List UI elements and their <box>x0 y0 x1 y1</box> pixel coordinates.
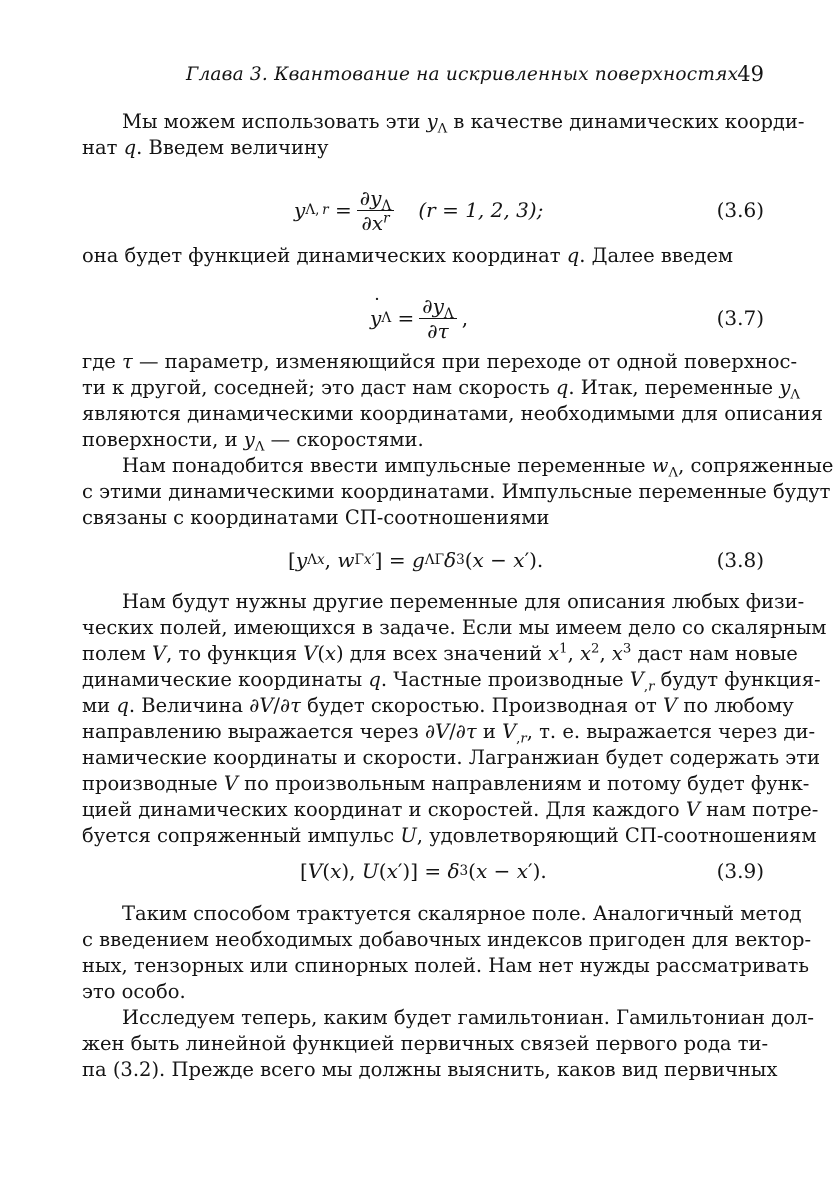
paragraph-line: жен быть линейной функцией первичных связей первого рода ти- <box>82 1032 769 1055</box>
paragraph-line: ческих полей, имеющихся в задаче. Если мы имеем дело со скалярным <box>82 616 827 639</box>
running-title: Глава 3. Квантование на искривленных поверхностях <box>186 64 739 85</box>
paragraph-line: па (3.2). Прежде всего мы должны выяснить, каков вид первичных <box>82 1058 778 1081</box>
paragraph-line: ных, тензорных или спинорных полей. Нам нет нужды рассматривать <box>82 954 809 977</box>
equation-3-6: y Λ, r = $\frac{\partial y_\Lambda}{\partial x^r}$ (r = 1, 2, 3); (3.6) <box>82 180 764 240</box>
paragraph-line: Нам понадобится ввести импульсные переменные $w_\Lambda$, сопряженные <box>122 454 834 481</box>
paragraph-line: цией динамических координат и скоростей. Для каждого V нам потре- <box>82 798 819 821</box>
paragraph-line: буется сопряженный импульс U, удовлетворяющий СП-соотношениям <box>82 824 817 847</box>
equation-3-9: [ V ( x ), U ( x ′)] = δ 3 ( x − x ′). (3.9) <box>82 841 764 901</box>
page-number: 49 <box>737 62 764 86</box>
paragraph-line: являются динамическими координатами, необходимыми для описания <box>82 402 823 425</box>
paragraph-line: где τ — параметр, изменяющийся при переходе от одной поверхнос- <box>82 350 798 373</box>
equation-number: (3.9) <box>716 859 764 883</box>
equation-number: (3.7) <box>716 306 764 330</box>
paragraph-line: Исследуем теперь, каким будет гамильтониан. Гамильтониан дол- <box>122 1006 814 1029</box>
equation-condition: (r = 1, 2, 3); <box>418 198 544 222</box>
paragraph-line: намические координаты и скорости. Лагранжиан будет содержать эти <box>82 746 821 769</box>
paragraph-line: ти к другой, соседней; это даст нам скорость ˙ q. Итак, переменные $y_\Lambda$ <box>82 375 764 401</box>
paragraph-line: направлению выражается через ∂V/∂τ и $V_{,r}$, т. е. выражается через ди- <box>82 720 816 747</box>
paragraph-line: производные V по произвольным направлениям и потому будет функ- <box>82 772 810 795</box>
paragraph-line: с этими динамическими координатами. Импульсные переменные будут <box>82 480 831 503</box>
paragraph-line: Мы можем использовать эти $y_\Lambda$ в качестве динамических коорди- <box>122 110 805 137</box>
paragraph-line: ми q. Величина ∂V/∂τ будет скоростью. Производная от V по любому <box>82 694 794 717</box>
equation-number: (3.8) <box>716 548 764 572</box>
running-header <box>82 64 764 92</box>
paragraph-line: нат q. Введем величину <box>82 136 329 159</box>
paragraph-line: с введением необходимых добавочных индексов пригоден для вектор- <box>82 928 812 951</box>
paragraph-line: связаны с координатами СП-соотношениями <box>82 506 550 529</box>
paragraph-line: она будет функцией динамических координат q. Далее введем <box>82 244 734 267</box>
paragraph-line: динамические координаты q. Частные производные $V_{,r}$ будут функция- <box>82 668 821 695</box>
paragraph-line: Таким способом трактуется скалярное поле. Аналогичный метод <box>122 902 802 925</box>
equation-3-8: [ y Λx , w Γx′ ] = g ΛΓ δ 3 ( x − x ′). (3.8) <box>82 530 764 590</box>
equation-3-7: ˙ y Λ = $\frac{\partial y_\Lambda}{\partial\tau}$ , (3.7) <box>82 288 764 348</box>
paragraph-line: Нам будут нужны другие переменные для описания любых физи- <box>122 590 805 613</box>
paragraph-line: поверхности, и ˙ $y_\Lambda$ — скоростями. <box>82 427 764 453</box>
equation-number: (3.6) <box>716 198 764 222</box>
paragraph-line: полем V, то функция V(x) для всех значений $x^1$, $x^2$, $x^3$ даст нам новые <box>82 641 798 665</box>
paragraph-line: это особо. <box>82 980 186 1003</box>
